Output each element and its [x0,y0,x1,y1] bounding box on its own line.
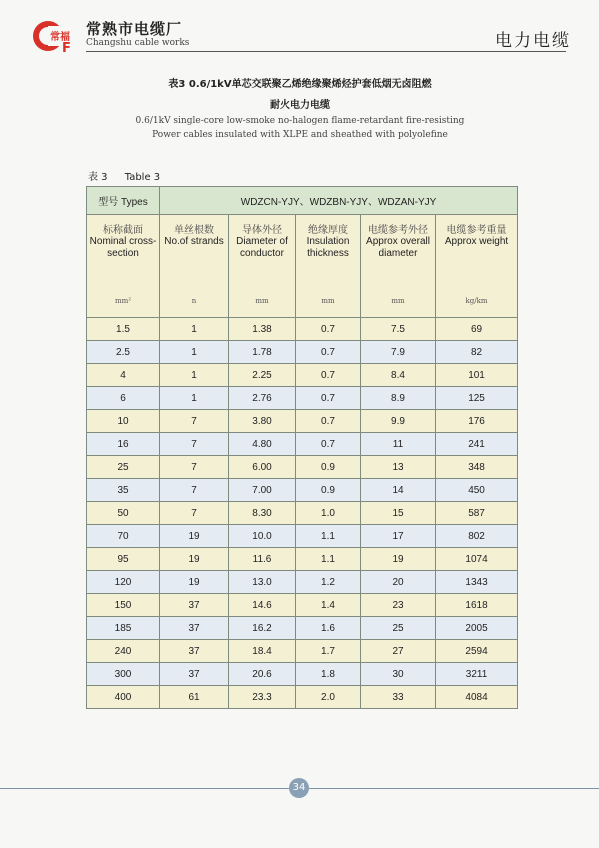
table-cell: 61 [160,686,229,709]
table-cell: 14 [361,479,436,502]
table-cell: 8.30 [229,502,296,525]
column-header-unit: kg/km [465,297,488,305]
table-cell: 7 [160,410,229,433]
header-row [87,215,518,318]
table-cell: 2.0 [296,686,361,709]
table-row [87,387,518,410]
table-cell: 802 [436,525,518,548]
column-header [436,215,518,318]
table-caption [88,168,174,183]
table-row [87,341,518,364]
table-cell: 0.9 [296,456,361,479]
column-header [87,215,160,318]
table-cell: 3.80 [229,410,296,433]
table-cell: 0.7 [296,387,361,410]
table-cell: 7.5 [361,318,436,341]
table-caption-cn: 表 3 [88,172,108,183]
table-cell: 0.7 [296,433,361,456]
table-cell: 13.0 [229,571,296,594]
company-name-en: Changshu cable works [86,38,190,48]
table-cell: 1.1 [296,548,361,571]
table-cell: 176 [436,410,518,433]
table-cell: 120 [87,571,160,594]
column-header-en: No.of strands [164,236,224,247]
table-cell: 14.6 [229,594,296,617]
section-title: 电力电缆 [495,31,571,51]
column-header-cn: 电缆参考外径 [368,225,428,236]
column-header-unit: mm [321,297,335,305]
table-cell: 13 [361,456,436,479]
title-en-line2: Power cables insulated with XLPE and sheathed with polyolefine [152,130,448,140]
table-cell: 20.6 [229,663,296,686]
table-cell: 2.5 [87,341,160,364]
table-cell: 1.7 [296,640,361,663]
table-cell: 1.1 [296,525,361,548]
table-cell: 2.25 [229,364,296,387]
table-cell: 23.3 [229,686,296,709]
table-cell: 17 [361,525,436,548]
title-cn-line1: 表3 0.6/1kV单芯交联聚乙烯绝缘聚烯烃护套低烟无卤阻燃 [168,79,432,90]
table-row [87,594,518,617]
table-cell: 16.2 [229,617,296,640]
table-cell: 6.00 [229,456,296,479]
column-header-unit: mm² [114,297,132,305]
table-row [87,502,518,525]
header-divider [86,51,566,52]
table-cell: 240 [87,640,160,663]
table-cell: 2.76 [229,387,296,410]
column-header-cn: 导体外径 [242,225,282,236]
table-cell: 241 [436,433,518,456]
column-header [229,215,296,318]
company-logo [32,18,76,54]
page-header [0,0,599,60]
table-cell: 19 [160,548,229,571]
table-row [87,640,518,663]
table-cell: 37 [160,663,229,686]
column-header-cn: 绝缘厚度 [308,225,348,236]
table-cell: 4084 [436,686,518,709]
spec-table [86,186,518,709]
table-cell: 1.78 [229,341,296,364]
table-cell: 27 [361,640,436,663]
title-en-line1: 0.6/1kV single-core low-smoke no-halogen flame-retardant fire-resisting [135,116,465,126]
title-cn-line2: 耐火电力电缆 [270,100,330,111]
table-cell: 7.00 [229,479,296,502]
table-cell: 2005 [436,617,518,640]
footer-rule-left [0,788,289,789]
column-header-en: Insulation thickness [306,236,350,259]
table-cell: 3211 [436,663,518,686]
page-number: 34 [289,778,309,798]
column-header-unit: n [191,297,197,305]
table-cell: 400 [87,686,160,709]
table-cell: 4 [87,364,160,387]
column-header [296,215,361,318]
table-cell: 19 [160,571,229,594]
column-header-en: Approx weight [444,236,509,247]
table-cell: 35 [87,479,160,502]
table-cell: 1.4 [296,594,361,617]
table-cell: 8.4 [361,364,436,387]
table-cell: 70 [87,525,160,548]
table-cell: 25 [87,456,160,479]
table-cell: 95 [87,548,160,571]
table-cell: 7 [160,456,229,479]
company-name-cn: 常熟市电缆厂 [86,20,183,38]
table-cell: 15 [361,502,436,525]
table-row [87,617,518,640]
table-row [87,318,518,341]
table-cell: 1.8 [296,663,361,686]
type-value: WDZCN-YJY、WDZBN-YJY、WDZAN-YJY [160,187,518,215]
table-row [87,686,518,709]
table-cell: 11 [361,433,436,456]
table-cell: 19 [361,548,436,571]
table-cell: 1 [160,341,229,364]
table-cell: 1.2 [296,571,361,594]
table-title [40,75,560,142]
table-cell: 348 [436,456,518,479]
column-header-en: Approx overall diameter [366,236,430,259]
table-cell: 125 [436,387,518,410]
table-row [87,410,518,433]
table-cell: 6 [87,387,160,410]
table-cell: 1.5 [87,318,160,341]
table-cell: 23 [361,594,436,617]
table-cell: 0.9 [296,479,361,502]
table-cell: 82 [436,341,518,364]
table-caption-en: Table 3 [124,172,161,183]
table-row [87,479,518,502]
column-header-cn: 标称截面 [103,225,143,236]
table-cell: 1 [160,387,229,410]
table-cell: 0.7 [296,410,361,433]
table-cell: 300 [87,663,160,686]
footer-rule-right [309,788,599,789]
table-cell: 50 [87,502,160,525]
table-row [87,663,518,686]
table-cell: 450 [436,479,518,502]
table-cell: 20 [361,571,436,594]
table-cell: 1074 [436,548,518,571]
column-header-en: Nominal cross-section [89,236,157,259]
table-cell: 8.9 [361,387,436,410]
table-cell: 16 [87,433,160,456]
table-cell: 1 [160,364,229,387]
table-cell: 37 [160,594,229,617]
type-label: 型号 Types [87,187,160,215]
table-cell: 10 [87,410,160,433]
table-cell: 10.0 [229,525,296,548]
column-header-cn: 单丝根数 [174,225,214,236]
table-cell: 18.4 [229,640,296,663]
table-cell: 1343 [436,571,518,594]
table-cell: 1.38 [229,318,296,341]
table-cell: 1.0 [296,502,361,525]
table-cell: 30 [361,663,436,686]
table-cell: 33 [361,686,436,709]
table-cell: 11.6 [229,548,296,571]
column-header-unit: mm [255,297,269,305]
table-cell: 0.7 [296,318,361,341]
table-cell: 4.80 [229,433,296,456]
column-header [160,215,229,318]
table-cell: 0.7 [296,364,361,387]
table-row [87,364,518,387]
table-cell: 1618 [436,594,518,617]
table-cell: 587 [436,502,518,525]
table-row [87,525,518,548]
type-row [87,187,518,215]
table-cell: 1.6 [296,617,361,640]
table-cell: 37 [160,640,229,663]
table-cell: 185 [87,617,160,640]
column-header-cn: 电缆参考重量 [446,225,507,236]
logo-letter: F [62,41,71,54]
table-row [87,456,518,479]
table-cell: 9.9 [361,410,436,433]
table-cell: 150 [87,594,160,617]
column-header-unit: mm [391,297,405,305]
table-cell: 1 [160,318,229,341]
column-header-en: Diameter of conductor [236,236,288,259]
table-cell: 2594 [436,640,518,663]
table-cell: 7 [160,479,229,502]
table-cell: 7.9 [361,341,436,364]
table-cell: 7 [160,433,229,456]
column-header [361,215,436,318]
table-cell: 101 [436,364,518,387]
table-cell: 25 [361,617,436,640]
table-cell: 19 [160,525,229,548]
table-cell: 0.7 [296,341,361,364]
table-cell: 37 [160,617,229,640]
table-row [87,571,518,594]
logo-text: 常福 [50,32,70,43]
table-row [87,433,518,456]
table-cell: 69 [436,318,518,341]
table-row [87,548,518,571]
table-cell: 7 [160,502,229,525]
